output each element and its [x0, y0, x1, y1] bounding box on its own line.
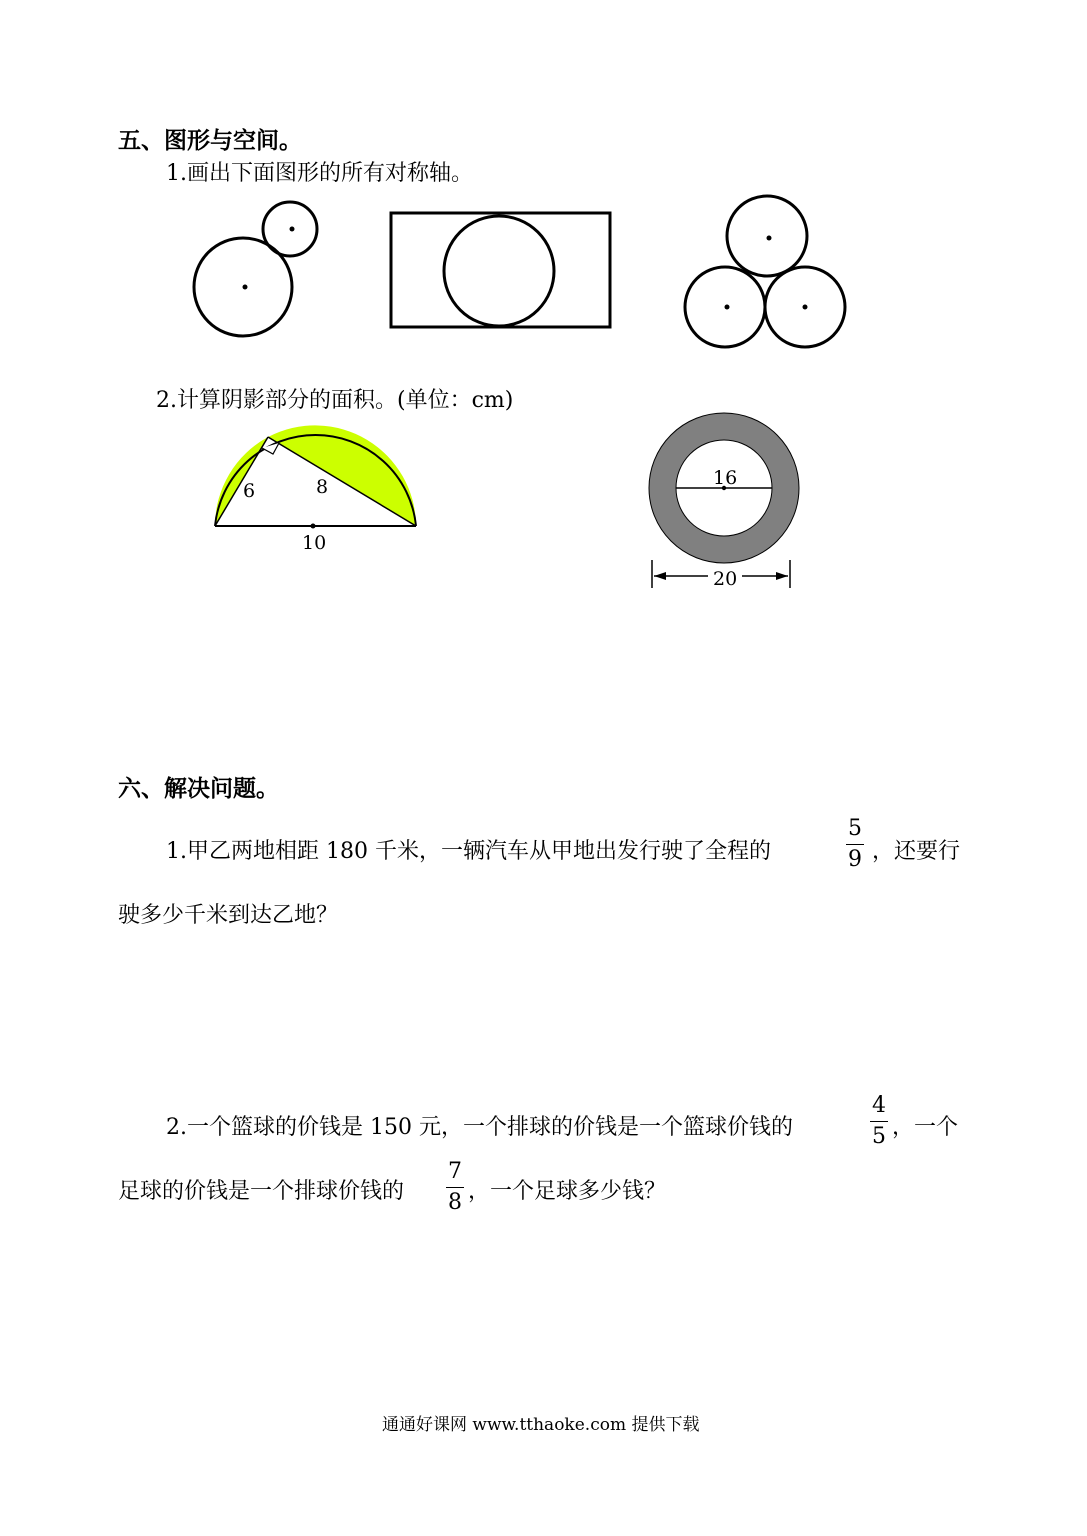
q2-fraction-1-numerator: 4: [872, 1093, 886, 1118]
q1-fraction-bar: [846, 844, 864, 845]
q2-fraction-2-bar: [446, 1187, 464, 1188]
page-footer: 通通好课网 www.tthaoke.com 提供下载: [382, 1415, 700, 1435]
q2-fraction-1-bar: [870, 1121, 888, 1122]
top-circle-center: [767, 236, 772, 241]
right-circle-center: [803, 305, 808, 310]
section5-q2-text: 2.计算阴影部分的面积。(单位：cm): [156, 388, 514, 413]
section6-heading: 六、解决问题。: [118, 776, 279, 802]
small-circle-center: [290, 227, 295, 232]
q1-fraction-numerator: 5: [848, 816, 862, 841]
semicircle-center: [311, 524, 316, 529]
left-circle-center: [725, 305, 730, 310]
q2-fraction-2-denominator: 8: [448, 1190, 462, 1215]
figure-two-circles: [185, 195, 330, 345]
section6-q1-line1: 1.甲乙两地相距 180 千米，一辆汽车从甲地出发行驶了全程的: [166, 839, 771, 864]
section6-q2-tail1: ，一个: [892, 1115, 959, 1140]
triangle-leg-6: [215, 437, 268, 526]
diameter-label: 10: [302, 532, 327, 554]
section6-q2-tail2: ，一个足球多少钱？: [468, 1179, 667, 1204]
top-circle: [727, 196, 807, 276]
rectangle: [391, 213, 610, 327]
figure-three-circles: [678, 190, 853, 355]
section5-heading: 五、图形与空间。: [118, 128, 302, 154]
dim-arrow-left: [654, 572, 666, 580]
q2-fraction-1-denominator: 5: [872, 1124, 886, 1149]
q1-fraction-denominator: 9: [848, 847, 862, 872]
section5-q1-text: 1.画出下面图形的所有对称轴。: [166, 161, 473, 186]
figure-rectangle-circle: [385, 205, 617, 335]
section6-q2-line1: 2.一个篮球的价钱是 150 元，一个排球的价钱是一个篮球价钱的: [166, 1115, 793, 1140]
q2-fraction-2-numerator: 7: [448, 1159, 462, 1184]
large-circle-center: [243, 285, 248, 290]
q2-fraction-2: [446, 1160, 464, 1215]
section6-q1-tail: ，还要行: [872, 839, 961, 864]
q1-fraction: [846, 817, 864, 872]
outer-diameter-label: 20: [713, 568, 738, 590]
inner-diameter-label: 16: [713, 467, 738, 489]
section6-q2-line2: 足球的价钱是一个排球价钱的: [118, 1179, 405, 1204]
section6-q1-line2: 驶多少千米到达乙地？: [118, 903, 339, 928]
leg-b-label: 8: [316, 476, 329, 498]
dim-arrow-right: [776, 572, 788, 580]
leg-a-label: 6: [243, 480, 256, 502]
q2-fraction-1: [870, 1094, 888, 1149]
inner-circle: [444, 216, 554, 326]
